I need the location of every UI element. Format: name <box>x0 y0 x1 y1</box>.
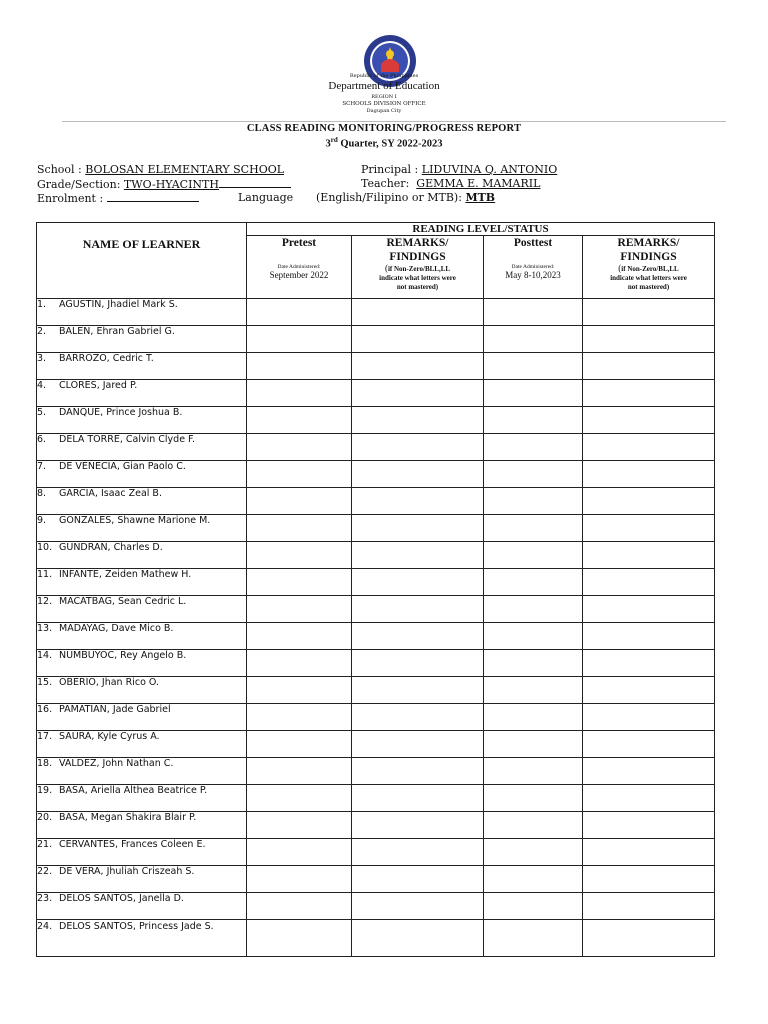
learner-name-cell <box>37 920 247 957</box>
remarks-pretest-cell[interactable] <box>352 731 484 758</box>
remarks-posttest-cell[interactable] <box>583 353 715 380</box>
pretest-header: Pretest Date Administered: September 2022 <box>247 236 352 299</box>
remarks-pretest-cell[interactable] <box>352 569 484 596</box>
table-row <box>37 542 715 569</box>
posttest-cell[interactable] <box>484 299 583 326</box>
posttest-cell[interactable] <box>484 839 583 866</box>
learner-name-cell <box>37 812 247 839</box>
learner-name-cell <box>37 461 247 488</box>
pretest-cell[interactable] <box>247 515 352 542</box>
learner-number: 4. <box>37 380 47 391</box>
reading-level-header: READING LEVEL/STATUS <box>247 223 715 236</box>
posttest-cell[interactable] <box>484 542 583 569</box>
remarks-pretest-cell[interactable] <box>352 920 484 957</box>
remarks-pretest-cell[interactable] <box>352 839 484 866</box>
pretest-cell[interactable] <box>247 866 352 893</box>
posttest-cell[interactable] <box>484 893 583 920</box>
posttest-cell[interactable] <box>484 704 583 731</box>
pretest-cell[interactable] <box>247 596 352 623</box>
learner-name-cell <box>37 785 247 812</box>
learner-name-cell <box>37 650 247 677</box>
posttest-cell[interactable] <box>484 596 583 623</box>
grade-section-value: TWO-HYACINTH <box>123 178 219 191</box>
table-row <box>37 380 715 407</box>
pretest-cell[interactable] <box>247 326 352 353</box>
learner-name: CERVANTES, Frances Coleen E. <box>59 839 206 850</box>
learner-name-cell <box>37 407 247 434</box>
remarks-posttest-cell[interactable] <box>583 866 715 893</box>
learner-name: BASA, Megan Shakira Blair P. <box>59 812 197 823</box>
pretest-date: September 2022 <box>269 270 329 280</box>
table-row <box>37 488 715 515</box>
teacher-field: Teacher: GEMMA E. MAMARIL <box>361 177 541 190</box>
remarks-pretest-cell[interactable] <box>352 623 484 650</box>
remarks-findings-posttest-header: REMARKS/ FINDINGS (if Non-Zero/BL,LL indicate what letters were not mastered) <box>583 236 715 299</box>
posttest-cell[interactable] <box>484 515 583 542</box>
learner-name: GARCIA, Isaac Zeal B. <box>59 488 162 499</box>
learner-name-cell <box>37 866 247 893</box>
principal-value: LIDUVINA Q. ANTONIO <box>421 163 558 176</box>
learner-name-cell <box>37 758 247 785</box>
reading-table <box>36 222 715 957</box>
remarks-posttest-cell[interactable] <box>583 542 715 569</box>
pretest-cell[interactable] <box>247 542 352 569</box>
pretest-cell[interactable] <box>247 407 352 434</box>
pretest-cell[interactable] <box>247 893 352 920</box>
learner-rows <box>37 299 715 957</box>
table-row <box>37 353 715 380</box>
table-row <box>37 758 715 785</box>
pretest-cell[interactable] <box>247 488 352 515</box>
learner-name: DE VERA, Jhuliah Criszeah S. <box>59 866 195 877</box>
remarks-pretest-cell[interactable] <box>352 866 484 893</box>
remarks-posttest-cell[interactable] <box>583 407 715 434</box>
school-field: School : BOLOSAN ELEMENTARY SCHOOL <box>37 163 285 176</box>
learner-name: NUMBUYOC, Rey Angelo B. <box>59 650 187 661</box>
remarks-posttest-cell[interactable] <box>583 596 715 623</box>
pretest-cell[interactable] <box>247 785 352 812</box>
remarks-posttest-cell[interactable] <box>583 299 715 326</box>
learner-number: 18. <box>37 758 53 769</box>
learner-name: BALEN, Ehran Gabriel G. <box>59 326 175 337</box>
pretest-cell[interactable] <box>247 650 352 677</box>
pretest-cell[interactable] <box>247 623 352 650</box>
learner-name: SAURA, Kyle Cyrus A. <box>59 731 160 742</box>
posttest-cell[interactable] <box>484 434 583 461</box>
learner-number: 11. <box>37 569 53 580</box>
posttest-cell[interactable] <box>484 650 583 677</box>
learner-name-cell <box>37 569 247 596</box>
learner-name: CLORES, Jared P. <box>59 380 138 391</box>
grade-section-field: Grade/Section: TWO-HYACINTH <box>37 177 291 191</box>
pretest-cell[interactable] <box>247 839 352 866</box>
learner-name: DANQUE, Prince Joshua B. <box>59 407 183 418</box>
name-of-learner-header: NAME OF LEARNER <box>37 223 247 299</box>
header-divider <box>62 121 726 122</box>
posttest-cell[interactable] <box>484 920 583 957</box>
learner-name-cell <box>37 623 247 650</box>
pretest-cell[interactable] <box>247 677 352 704</box>
remarks-posttest-cell[interactable] <box>583 515 715 542</box>
pretest-cell[interactable] <box>247 812 352 839</box>
pretest-cell[interactable] <box>247 758 352 785</box>
remarks-pretest-cell[interactable] <box>352 785 484 812</box>
department-line: Department of Education <box>328 80 440 92</box>
enrolment-field: Enrolment : <box>37 191 199 205</box>
learner-name: PAMATIAN, Jade Gabriel <box>59 704 171 715</box>
posttest-cell[interactable] <box>484 380 583 407</box>
pretest-cell[interactable] <box>247 731 352 758</box>
learner-name-cell <box>37 380 247 407</box>
table-row <box>37 407 715 434</box>
remarks-posttest-cell[interactable] <box>583 677 715 704</box>
learner-name: AGUSTIN, Jhadiel Mark S. <box>59 299 178 310</box>
learner-number: 22. <box>37 866 53 877</box>
learner-number: 5. <box>37 407 47 418</box>
learner-number: 8. <box>37 488 47 499</box>
remarks-posttest-cell[interactable] <box>583 569 715 596</box>
remarks-posttest-cell[interactable] <box>583 785 715 812</box>
learner-name: MACATBAG, Sean Cedric L. <box>59 596 187 607</box>
learner-number: 12. <box>37 596 53 607</box>
remarks-pretest-cell[interactable] <box>352 515 484 542</box>
learner-name: MADAYAG, Dave Mico B. <box>59 623 174 634</box>
remarks-pretest-cell[interactable] <box>352 893 484 920</box>
learner-name-cell <box>37 542 247 569</box>
table-row <box>37 650 715 677</box>
posttest-cell[interactable] <box>484 623 583 650</box>
principal-field: Principal : LIDUVINA Q. ANTONIO <box>361 163 558 176</box>
remarks-posttest-cell[interactable] <box>583 326 715 353</box>
remarks-posttest-cell[interactable] <box>583 893 715 920</box>
remarks-posttest-cell[interactable] <box>583 704 715 731</box>
learner-name-cell <box>37 596 247 623</box>
remarks-posttest-cell[interactable] <box>583 380 715 407</box>
pretest-cell[interactable] <box>247 920 352 957</box>
pretest-cell[interactable] <box>247 380 352 407</box>
remarks-pretest-cell[interactable] <box>352 542 484 569</box>
table-row <box>37 866 715 893</box>
remarks-posttest-cell[interactable] <box>583 812 715 839</box>
pretest-cell[interactable] <box>247 569 352 596</box>
learner-name-cell <box>37 299 247 326</box>
table-row <box>37 839 715 866</box>
learner-name-cell <box>37 893 247 920</box>
table-row <box>37 461 715 488</box>
learner-name: INFANTE, Zeiden Mathew H. <box>59 569 192 580</box>
learner-name-cell <box>37 326 247 353</box>
posttest-cell[interactable] <box>484 569 583 596</box>
pretest-cell[interactable] <box>247 461 352 488</box>
learner-number: 24. <box>37 921 53 932</box>
table-row <box>37 677 715 704</box>
pretest-cell[interactable] <box>247 353 352 380</box>
remarks-pretest-cell[interactable] <box>352 677 484 704</box>
remarks-posttest-cell[interactable] <box>583 731 715 758</box>
learner-name-cell <box>37 839 247 866</box>
posttest-date: May 8-10,2023 <box>505 270 561 280</box>
table-row <box>37 623 715 650</box>
table-row <box>37 785 715 812</box>
remarks-posttest-cell[interactable] <box>583 434 715 461</box>
pretest-cell[interactable] <box>247 434 352 461</box>
remarks-posttest-cell[interactable] <box>583 650 715 677</box>
remarks-pretest-cell[interactable] <box>352 758 484 785</box>
learner-number: 3. <box>37 353 47 364</box>
learner-number: 17. <box>37 731 53 742</box>
teacher-value: GEMMA E. MAMARIL <box>416 177 541 190</box>
remarks-pretest-cell[interactable] <box>352 812 484 839</box>
learner-name: GONZALES, Shawne Marione M. <box>59 515 211 526</box>
table-row <box>37 434 715 461</box>
remarks-posttest-cell[interactable] <box>583 461 715 488</box>
learner-name-cell <box>37 353 247 380</box>
remarks-posttest-cell[interactable] <box>583 623 715 650</box>
remarks-findings-pretest-header: REMARKS/ FINDINGS (if Non-Zero/BLL,LL indicate what letters were not mastered) <box>352 236 484 299</box>
remarks-posttest-cell[interactable] <box>583 839 715 866</box>
enrolment-blank <box>107 191 199 202</box>
region-line: REGION I <box>371 94 397 100</box>
remarks-pretest-cell[interactable] <box>352 650 484 677</box>
table-row <box>37 731 715 758</box>
learner-number: 13. <box>37 623 53 634</box>
learner-name: DELOS SANTOS, Janella D. <box>59 893 184 904</box>
remarks-pretest-cell[interactable] <box>352 704 484 731</box>
posttest-cell[interactable] <box>484 488 583 515</box>
table-row <box>37 299 715 326</box>
posttest-cell[interactable] <box>484 866 583 893</box>
remarks-pretest-cell[interactable] <box>352 353 484 380</box>
posttest-cell[interactable] <box>484 461 583 488</box>
learner-name-cell <box>37 488 247 515</box>
table-row <box>37 812 715 839</box>
learner-name: VALDEZ, John Nathan C. <box>59 758 174 769</box>
posttest-cell[interactable] <box>484 731 583 758</box>
table-row <box>37 569 715 596</box>
remarks-pretest-cell[interactable] <box>352 596 484 623</box>
posttest-header: Posttest Date Administered: May 8-10,2023 <box>484 236 583 299</box>
republic-line: Republic of the Philippines <box>349 73 419 79</box>
table-row <box>37 893 715 920</box>
posttest-cell[interactable] <box>484 326 583 353</box>
remarks-posttest-cell[interactable] <box>583 488 715 515</box>
posttest-cell[interactable] <box>484 407 583 434</box>
learner-number: 20. <box>37 812 53 823</box>
learner-name-cell <box>37 731 247 758</box>
learner-number: 16. <box>37 704 53 715</box>
learner-name: OBERIO, Jhan Rico O. <box>59 677 160 688</box>
learner-name: DE VENECIA, Gian Paolo C. <box>59 461 186 472</box>
pretest-cell[interactable] <box>247 299 352 326</box>
posttest-cell[interactable] <box>484 758 583 785</box>
remarks-pretest-cell[interactable] <box>352 299 484 326</box>
school-value: BOLOSAN ELEMENTARY SCHOOL <box>85 163 285 176</box>
table-row <box>37 704 715 731</box>
posttest-cell[interactable] <box>484 785 583 812</box>
learner-name: GUNDRAN, Charles D. <box>59 542 163 553</box>
table-row <box>37 596 715 623</box>
posttest-cell[interactable] <box>484 812 583 839</box>
remarks-pretest-cell[interactable] <box>352 434 484 461</box>
language-label: Language <box>238 191 294 204</box>
learner-number: 1. <box>37 299 47 310</box>
remarks-posttest-cell[interactable] <box>583 758 715 785</box>
report-quarter: 3rd Quarter, SY 2022-2023 <box>325 136 443 150</box>
learner-name-cell <box>37 704 247 731</box>
table-row <box>37 515 715 542</box>
learner-number: 10. <box>37 542 53 553</box>
posttest-cell[interactable] <box>484 677 583 704</box>
learner-name-cell <box>37 515 247 542</box>
remarks-pretest-cell[interactable] <box>352 461 484 488</box>
learner-name: BARROZO, Cedric T. <box>59 353 154 364</box>
learner-number: 15. <box>37 677 53 688</box>
learner-name-cell <box>37 434 247 461</box>
remarks-pretest-cell[interactable] <box>352 407 484 434</box>
learner-number: 6. <box>37 434 47 445</box>
language-value: MTB <box>465 191 496 204</box>
learner-number: 23. <box>37 893 53 904</box>
learner-name: BASA, Ariella Althea Beatrice P. <box>59 785 208 796</box>
learner-number: 9. <box>37 515 47 526</box>
remarks-pretest-cell[interactable] <box>352 380 484 407</box>
learner-number: 19. <box>37 785 53 796</box>
remarks-pretest-cell[interactable] <box>352 326 484 353</box>
table-row <box>37 326 715 353</box>
remarks-posttest-cell[interactable] <box>583 920 715 957</box>
language-field: (English/Filipino or MTB): MTB <box>316 191 496 204</box>
learner-name: DELA TORRE, Calvin Clyde F. <box>59 434 196 445</box>
report-title: CLASS READING MONITORING/PROGRESS REPORT <box>246 123 522 134</box>
pretest-cell[interactable] <box>247 704 352 731</box>
learner-name-cell <box>37 677 247 704</box>
remarks-pretest-cell[interactable] <box>352 488 484 515</box>
learner-number: 7. <box>37 461 47 472</box>
division-line: SCHOOLS DIVISION OFFICE <box>342 101 426 107</box>
learner-name: DELOS SANTOS, Princess Jade S. <box>59 921 214 932</box>
city-line: Dagupan City <box>366 108 402 114</box>
learner-number: 21. <box>37 839 53 850</box>
posttest-cell[interactable] <box>484 353 583 380</box>
learner-number: 2. <box>37 326 47 337</box>
table-row <box>37 920 715 957</box>
learner-number: 14. <box>37 650 53 661</box>
